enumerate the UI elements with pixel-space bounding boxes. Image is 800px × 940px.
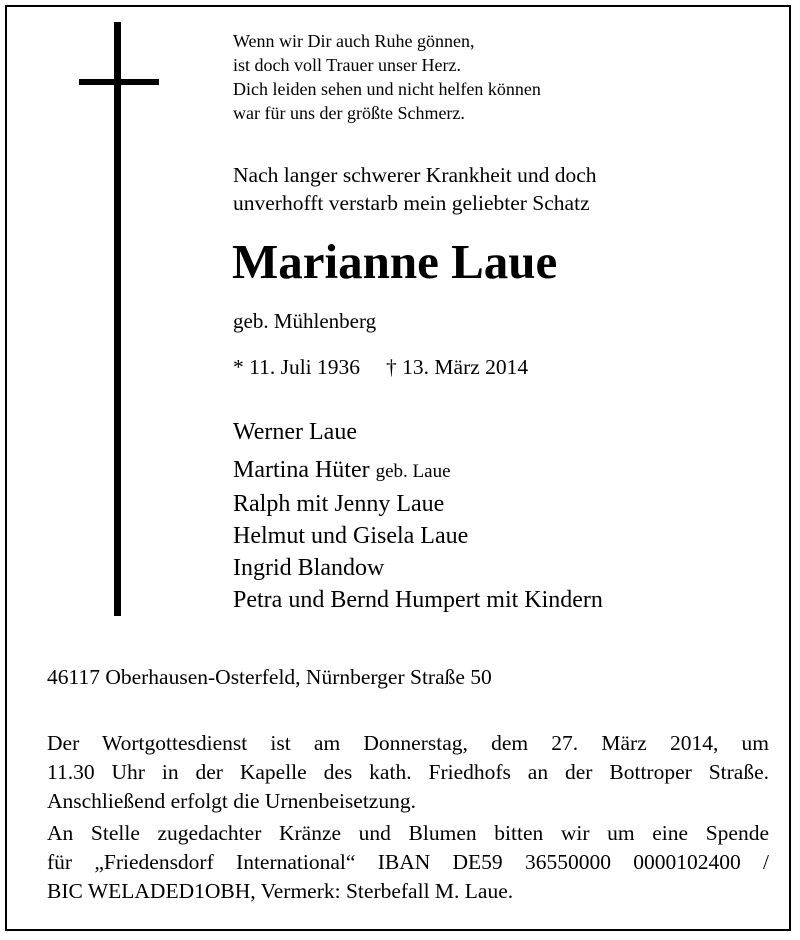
- cross-horizontal-bar: [79, 79, 159, 85]
- service-line: 11.30 Uhr in der Kapelle des kath. Friedhofs an der Bottroper Straße.: [47, 760, 769, 784]
- mourner-item: [233, 584, 603, 616]
- intro-text: [233, 161, 597, 217]
- widower-name: Werner Laue: [233, 419, 357, 445]
- intro-line: Nach langer schwerer Krankheit und doch: [233, 163, 597, 187]
- mourner-item: [233, 454, 603, 488]
- donation-info: [47, 819, 769, 906]
- deceased-name: Marianne Laue: [232, 234, 558, 289]
- donation-line: für „Friedensdorf International“ IBAN DE59 36550000 0000102400 /: [47, 850, 769, 874]
- maiden-name: geb. Mühlenberg: [233, 309, 377, 333]
- family-address: 46117 Oberhausen-Osterfeld, Nürnberger Straße 50: [47, 665, 492, 689]
- death-date: † 13. März 2014: [386, 355, 529, 379]
- mourner-name: Helmut und Gisela Laue: [233, 523, 469, 549]
- birth-date: * 11. Juli 1936: [233, 355, 361, 379]
- service-line: Anschließend erfolgt die Urnenbeisetzung.: [47, 789, 416, 813]
- mourner-name: Petra und Bernd Humpert mit Kindern: [233, 587, 603, 613]
- poem-line: Dich leiden sehen und nicht helfen können: [233, 79, 541, 99]
- cross-vertical-bar: [114, 22, 121, 616]
- mourner-item: [233, 552, 603, 584]
- mourner-name: Ralph mit Jenny Laue: [233, 491, 445, 517]
- mourner-item: [233, 520, 603, 552]
- mourner-name: Martina Hüter: [233, 457, 370, 483]
- donation-line: An Stelle zugedachter Kränze und Blumen bitten wir um eine Spende: [47, 821, 769, 845]
- poem-line: Wenn wir Dir auch Ruhe gönnen,: [233, 31, 475, 51]
- donation-line: BIC WELADED1OBH, Vermerk: Sterbefall M. Laue.: [47, 879, 514, 903]
- mourner-name: Ingrid Blandow: [233, 555, 385, 581]
- service-line: Der Wortgottesdienst ist am Donnerstag, dem 27. März 2014, um: [47, 731, 769, 755]
- life-dates: [233, 352, 528, 382]
- intro-line: unverhofft verstarb mein geliebter Schatz: [233, 191, 590, 215]
- poem-line: war für uns der größte Schmerz.: [233, 103, 465, 123]
- mourner-item: [233, 488, 603, 520]
- poem-verse: [233, 29, 541, 125]
- service-info: [47, 729, 769, 816]
- poem-line: ist doch voll Trauer unser Herz.: [233, 55, 461, 75]
- mourners-list: [233, 454, 603, 616]
- mourner-note: geb. Laue: [375, 461, 451, 482]
